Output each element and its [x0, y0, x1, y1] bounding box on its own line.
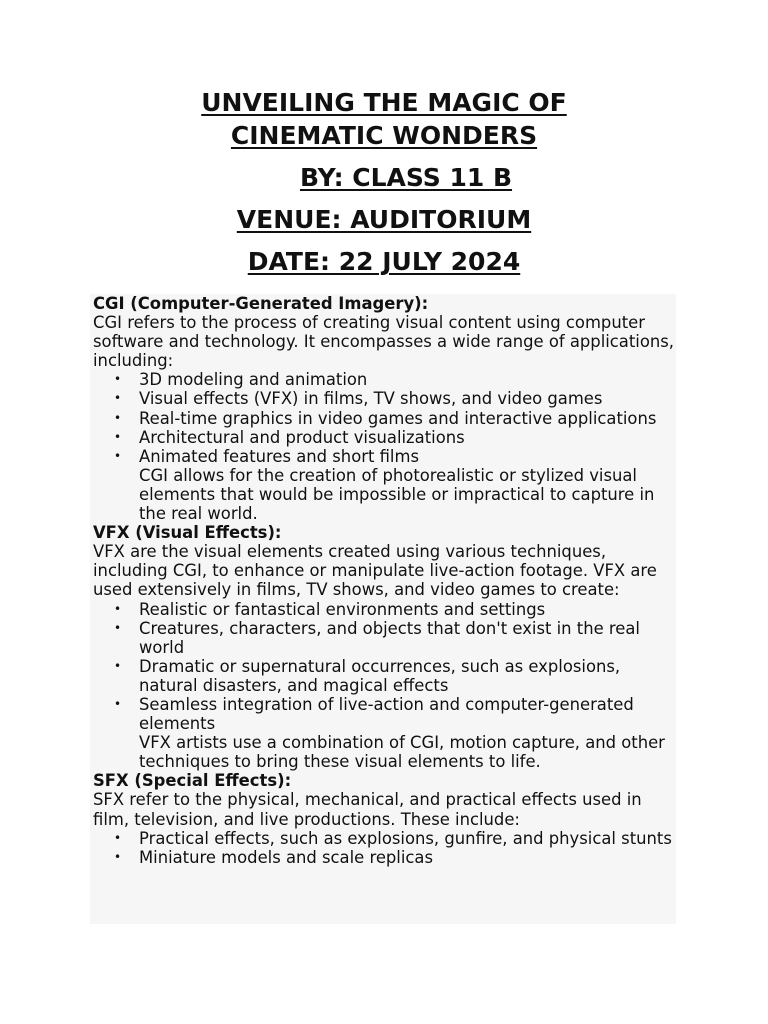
section-closing: CGI allows for the creation of photorealistic or stylized visual elements that would be impossible or impractical to capture in the real world.	[139, 465, 655, 524]
venue-line: VENUE: AUDITORIUM	[236, 205, 532, 234]
section-intro: CGI refers to the process of creating visual content using computer software and technology. It encompasses a wide range of applications, including:	[93, 313, 675, 371]
bullet-list	[93, 829, 676, 867]
list-item-text: Seamless integration of live-action and computer-generated elements	[139, 694, 634, 734]
list-item-text: Practical effects, such as explosions, gunfire, and physical stunts	[139, 828, 672, 848]
section-sfx	[93, 771, 676, 866]
list-item	[93, 657, 676, 695]
bullet-icon: •	[114, 620, 122, 635]
list-item-text: Architectural and product visualizations	[139, 427, 465, 447]
byline: BY: CLASS 11 B	[299, 163, 513, 192]
list-item-text: Creatures, characters, and objects that don't exist in the real world	[139, 618, 640, 657]
list-item-text: Real-time graphics in video games and interactive applications	[139, 408, 657, 428]
bullet-icon: •	[114, 658, 122, 673]
list-item-text: Dramatic or supernatural occurrences, such as explosions, natural disasters, and magical effects	[139, 656, 621, 695]
list-item	[93, 428, 676, 447]
bullet-icon: •	[114, 410, 122, 425]
title-line-2: CINEMATIC WONDERS	[230, 121, 538, 150]
section-cgi	[93, 294, 676, 523]
list-item	[93, 600, 676, 619]
bullet-icon: •	[114, 448, 122, 463]
list-item-text: Miniature models and scale replicas	[139, 847, 434, 867]
list-item	[93, 619, 676, 657]
section-intro: VFX are the visual elements created using various techniques, including CGI, to enhance or manipulate live-action footage. VFX are used extensively in films, TV shows, and video games to create:	[93, 542, 657, 600]
section-closing: VFX artists use a combination of CGI, motion capture, and other techniques to bring these visual elements to life.	[139, 733, 665, 772]
list-item	[93, 848, 676, 867]
bullet-icon: •	[114, 391, 122, 406]
section-heading: SFX (Special Effects):	[93, 771, 292, 791]
list-item	[93, 829, 676, 848]
section-vfx	[93, 523, 676, 771]
section-heading: CGI (Computer-Generated Imagery):	[93, 294, 429, 313]
date-line: DATE: 22 JULY 2024	[247, 247, 521, 276]
list-item-text: Animated features and short films	[139, 446, 419, 466]
bullet-icon: •	[114, 601, 122, 616]
document-body	[90, 294, 676, 924]
list-item-text: Visual effects (VFX) in films, TV shows, and video games	[139, 389, 603, 409]
bullet-icon: •	[114, 696, 122, 711]
list-item	[93, 389, 676, 408]
list-item-text: 3D modeling and animation	[139, 370, 368, 390]
bullet-icon: •	[114, 849, 122, 864]
list-item	[93, 370, 676, 389]
list-item-text: Realistic or fantastical environments and settings	[139, 599, 546, 619]
section-intro: SFX refer to the physical, mechanical, and practical effects used in film, television, and live productions. These include:	[93, 790, 642, 829]
section-heading: VFX (Visual Effects):	[93, 523, 282, 543]
list-item	[93, 447, 676, 466]
bullet-icon: •	[114, 429, 122, 444]
list-item	[93, 409, 676, 428]
title-line-1: UNVEILING THE MAGIC OF	[201, 88, 567, 117]
document-header	[0, 86, 768, 278]
bullet-icon: •	[114, 830, 122, 845]
list-item	[93, 695, 676, 733]
bullet-icon: •	[114, 372, 122, 387]
bullet-list	[93, 370, 676, 465]
bullet-list	[93, 600, 676, 734]
